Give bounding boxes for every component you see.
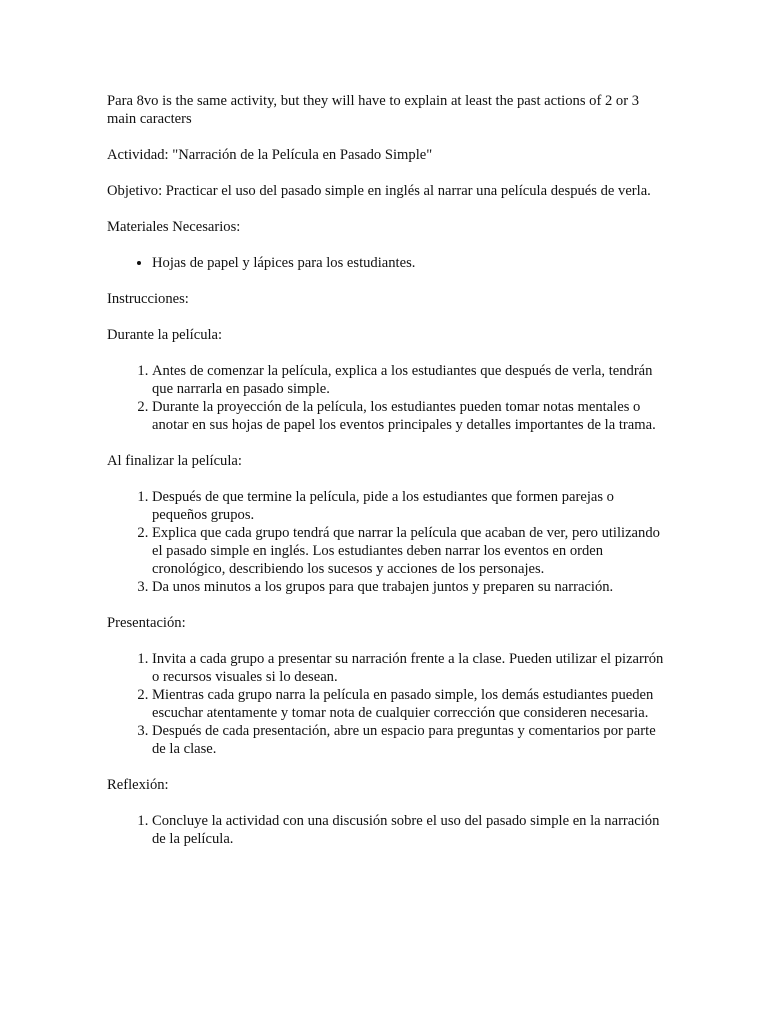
during-step: 2. Durante la proyección de la película, los estudiantes pueden tomar notas mentales o anotar en sus hojas de papel los eventos principales y detalles importantes de la trama. [152,398,667,434]
after-steps-list [107,488,667,596]
reflection-steps-list [107,812,667,848]
after-step: 3. Da unos minutos a los grupos para que trabajen juntos y preparen su narración. [152,578,667,596]
instructions-heading: Instrucciones: [107,291,189,307]
presentation-step: 1. Invita a cada grupo a presentar su narración frente a la clase. Pueden utilizar el pizarrón o recursos visuales si lo desean. [152,650,667,686]
during-step: 1. Antes de comenzar la película, explica a los estudiantes que después de verla, tendrán que narrarla en pasado simple. [152,362,667,398]
presentation-step: 3. Después de cada presentación, abre un espacio para preguntas y comentarios por parte de la clase. [152,722,667,758]
intro-paragraph: Para 8vo is the same activity, but they will have to explain at least the past actions of 2 or 3 main caracters [107,93,639,127]
materials-heading: Materiales Necesarios: [107,219,241,235]
presentation-steps-list [107,650,667,758]
objective-paragraph: Objetivo: Practicar el uso del pasado simple en inglés al narrar una película después de verla. [107,183,651,199]
reflection-heading: Reflexión: [107,777,169,793]
materials-item: • Hojas de papel y lápices para los estudiantes. [152,254,667,272]
during-heading: Durante la película: [107,327,223,343]
presentation-heading: Presentación: [107,615,186,631]
activity-title: Actividad: "Narración de la Película en Pasado Simple" [107,147,433,163]
reflection-step: 1. Concluye la actividad con una discusión sobre el uso del pasado simple en la narración de la película. [152,812,667,848]
materials-list [107,254,667,272]
after-step: 2. Explica que cada grupo tendrá que narrar la película que acaban de ver, pero utilizando el pasado simple en inglés. Los estudiantes deben narrar los eventos en orden cronológico, describiendo los sucesos y acciones de los personajes. [152,524,667,578]
presentation-step: 2. Mientras cada grupo narra la película en pasado simple, los demás estudiantes pueden escuchar atentamente y tomar nota de cualquier corrección que consideren necesaria. [152,686,667,722]
after-step: 1. Después de que termine la película, pide a los estudiantes que formen parejas o pequeños grupos. [152,488,667,524]
document-body [107,92,667,866]
after-heading: Al finalizar la película: [107,453,242,469]
during-steps-list [107,362,667,434]
